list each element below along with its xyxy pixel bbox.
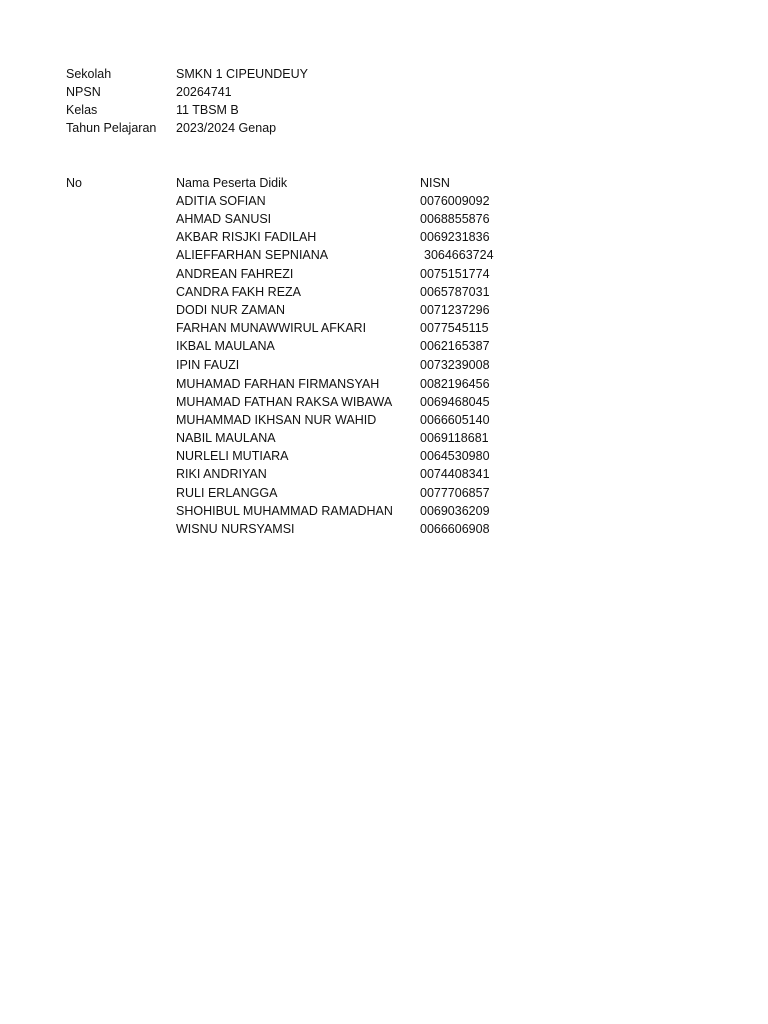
student-name: MUHAMMAD IKHSAN NUR WAHID — [176, 413, 377, 427]
student-name: ADITIA SOFIAN — [176, 194, 266, 208]
tahun-value: 2023/2024 Genap — [176, 121, 277, 135]
student-name: AKBAR RISJKI FADILAH — [176, 230, 317, 244]
student-nisn: 0068855876 — [420, 212, 490, 226]
student-name: IKBAL MAULANA — [176, 339, 275, 353]
student-nisn: 0076009092 — [420, 194, 490, 208]
student-nisn: 0069118681 — [420, 431, 489, 445]
student-nisn: 0071237296 — [420, 303, 490, 317]
student-nisn: 0066606908 — [420, 522, 490, 536]
student-nisn: 0077545115 — [420, 321, 489, 335]
student-nisn: 0082196456 — [420, 377, 490, 391]
header-no: No — [66, 176, 82, 190]
student-name: WISNU NURSYAMSI — [176, 522, 295, 536]
npsn-label: NPSN — [66, 85, 101, 99]
student-name: RIKI ANDRIYAN — [176, 467, 267, 481]
student-name: ALIEFFARHAN SEPNIANA — [176, 248, 329, 262]
student-name: MUHAMAD FATHAN RAKSA WIBAWA — [176, 395, 393, 409]
student-name: RULI ERLANGGA — [176, 486, 278, 500]
student-name: ANDREAN FAHREZI — [176, 267, 294, 281]
sekolah-value: SMKN 1 CIPEUNDEUY — [176, 67, 308, 81]
header-nama: Nama Peserta Didik — [176, 176, 288, 190]
student-name: FARHAN MUNAWWIRUL AFKARI — [176, 321, 367, 335]
student-nisn: 3064663724 — [424, 248, 494, 262]
student-nisn: 0074408341 — [420, 467, 490, 481]
student-name: AHMAD SANUSI — [176, 212, 272, 226]
student-nisn: 0069231836 — [420, 230, 490, 244]
student-nisn: 0077706857 — [420, 486, 490, 500]
student-name: NURLELI MUTIARA — [176, 449, 289, 463]
student-name: CANDRA FAKH REZA — [176, 285, 302, 299]
header-nisn: NISN — [420, 176, 450, 190]
student-nisn: 0069468045 — [420, 395, 490, 409]
student-nisn: 0075151774 — [420, 267, 490, 281]
student-nisn: 0065787031 — [420, 285, 490, 299]
npsn-value: 20264741 — [176, 85, 232, 99]
student-nisn: 0066605140 — [420, 413, 490, 427]
student-name: DODI NUR ZAMAN — [176, 303, 286, 317]
tahun-label: Tahun Pelajaran — [66, 121, 157, 135]
student-nisn: 0064530980 — [420, 449, 490, 463]
student-nisn: 0073239008 — [420, 358, 490, 372]
student-nisn: 0062165387 — [420, 339, 490, 353]
student-name: NABIL MAULANA — [176, 431, 276, 445]
student-nisn: 0069036209 — [420, 504, 490, 518]
kelas-label: Kelas — [66, 103, 98, 117]
student-name: SHOHIBUL MUHAMMAD RAMADHAN — [176, 504, 393, 518]
student-name: IPIN FAUZI — [176, 358, 240, 372]
student-name: MUHAMAD FARHAN FIRMANSYAH — [176, 377, 380, 391]
sekolah-label: Sekolah — [66, 67, 112, 81]
kelas-value: 11 TBSM B — [176, 103, 239, 117]
